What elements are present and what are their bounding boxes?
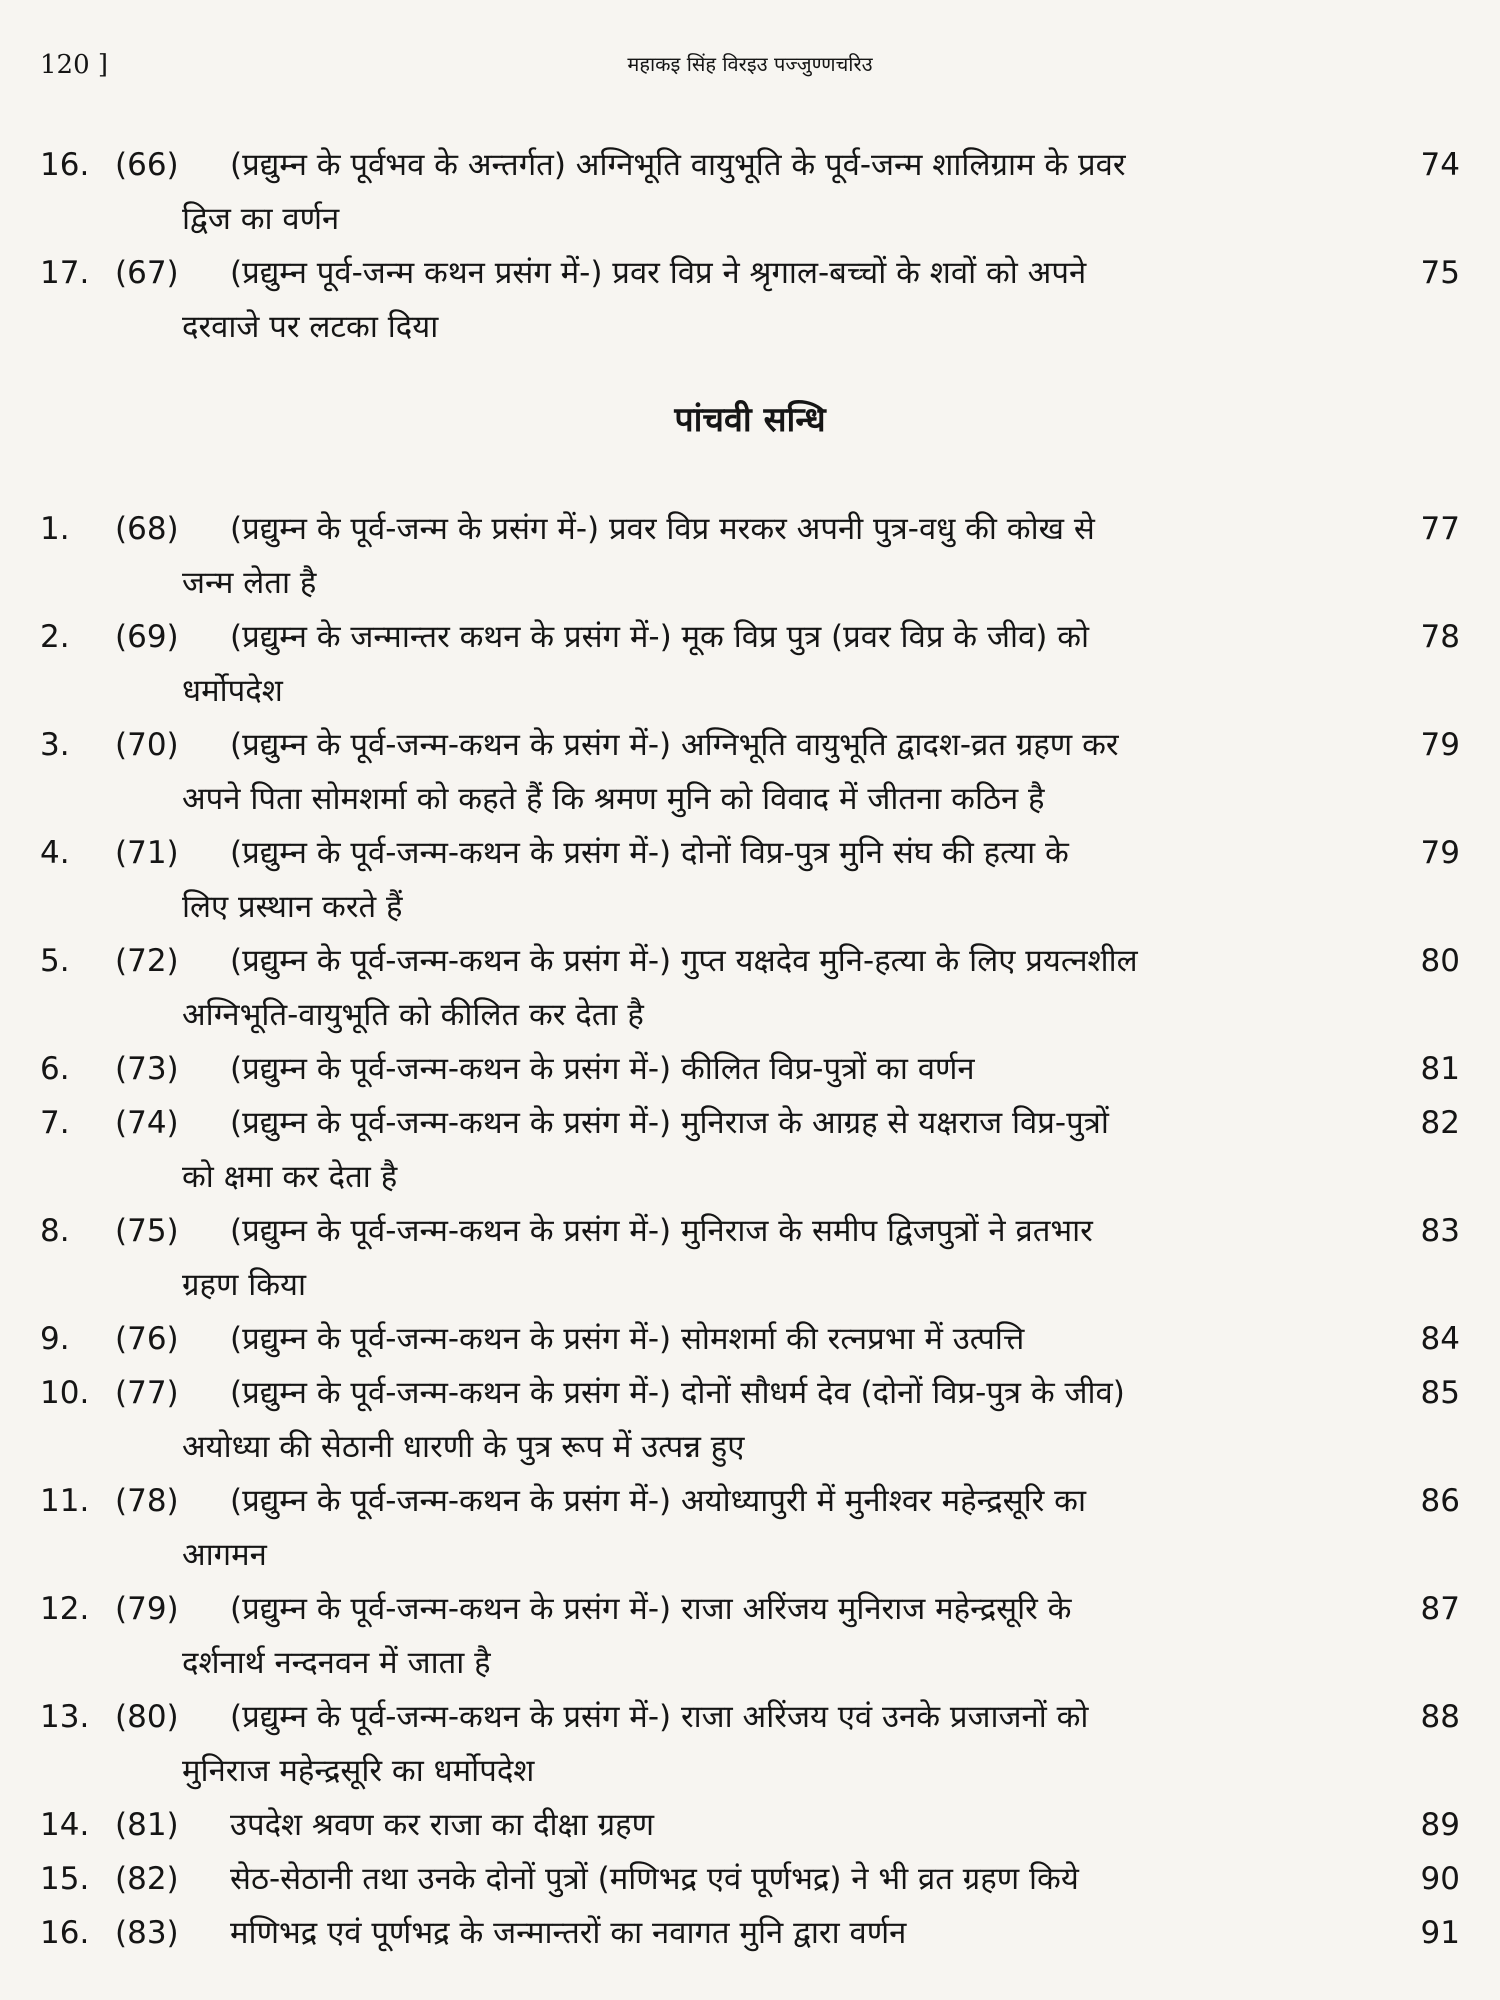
- toc-entry: [40, 502, 1460, 610]
- entry-reference: (81): [115, 1807, 179, 1843]
- entry-text: [182, 1582, 1342, 1690]
- entry-line: (प्रद्युम्न के पूर्व-जन्म-कथन के प्रसंग में-) अयोध्यापुरी में मुनीश्वर महेन्द्रसूरि का: [230, 1483, 1086, 1519]
- entry-text: [182, 1906, 1342, 1960]
- entry-reference: (79): [115, 1591, 179, 1627]
- entry-number: 5.: [40, 943, 70, 979]
- entry-line: (प्रद्युम्न के पूर्व-जन्म-कथन के प्रसंग में-) दोनों विप्र-पुत्र मुनि संघ की हत्या के: [230, 835, 1069, 871]
- entry-text: [182, 610, 1342, 718]
- entry-line: मुनिराज महेन्द्रसूरि का धर्मोपदेश: [182, 1753, 535, 1789]
- entry-line: अग्निभूति-वायुभूति को कीलित कर देता है: [182, 997, 644, 1033]
- toc-entry: [40, 1798, 1460, 1852]
- entry-text: [182, 1852, 1342, 1906]
- entry-line: (प्रद्युम्न पूर्व-जन्म कथन प्रसंग में-) प्रवर विप्र ने श्रृगाल-बच्चों के शवों को अपने: [230, 255, 1087, 291]
- entry-text: [182, 1798, 1342, 1852]
- toc-entry: [40, 138, 1460, 246]
- entry-page-number: 82: [1420, 1105, 1460, 1141]
- entry-page-number: 89: [1420, 1807, 1460, 1843]
- entry-text: [182, 1474, 1342, 1582]
- entry-line: (प्रद्युम्न के पूर्व-जन्म-कथन के प्रसंग में-) राजा अरिंजय एवं उनके प्रजाजनों को: [230, 1699, 1089, 1735]
- entry-text: [182, 1204, 1342, 1312]
- entry-line: धर्मोपदेश: [182, 673, 283, 709]
- toc-entries-section-five: [40, 502, 1460, 1960]
- entry-text: [182, 1312, 1342, 1366]
- entry-line: (प्रद्युम्न के जन्मान्तर कथन के प्रसंग में-) मूक विप्र पुत्र (प्रवर विप्र के जीव) को: [230, 619, 1090, 655]
- toc-entries-previous-section: [40, 138, 1460, 354]
- entry-number: 3.: [40, 727, 70, 763]
- page-header: [40, 50, 1460, 90]
- entry-line: अपने पिता सोमशर्मा को कहते हैं कि श्रमण मुनि को विवाद में जीतना कठिन है: [182, 781, 1045, 817]
- entry-text: [182, 138, 1342, 246]
- entry-number: 1.: [40, 511, 70, 547]
- toc-entry: [40, 1690, 1460, 1798]
- entry-page-number: 91: [1420, 1915, 1460, 1951]
- entry-text: [182, 1690, 1342, 1798]
- entry-number: 17.: [40, 255, 90, 291]
- entry-line: (प्रद्युम्न के पूर्व-जन्म-कथन के प्रसंग में-) अग्निभूति वायुभूति द्वादश-व्रत ग्रहण कर: [230, 727, 1119, 763]
- entry-page-number: 86: [1420, 1483, 1460, 1519]
- entry-text: [182, 502, 1342, 610]
- entry-line: (प्रद्युम्न के पूर्व-जन्म-कथन के प्रसंग में-) सोमशर्मा की रत्नप्रभा में उत्पत्ति: [230, 1321, 1025, 1357]
- toc-entry: [40, 1096, 1460, 1204]
- entry-reference: (76): [115, 1321, 179, 1357]
- entry-page-number: 80: [1420, 943, 1460, 979]
- entry-reference: (70): [115, 727, 179, 763]
- entry-text: [182, 1042, 1342, 1096]
- entry-line: दरवाजे पर लटका दिया: [182, 309, 439, 345]
- entry-text: [182, 826, 1342, 934]
- toc-entry: [40, 1204, 1460, 1312]
- entry-reference: (74): [115, 1105, 179, 1141]
- entry-text: [182, 1366, 1342, 1474]
- entry-reference: (78): [115, 1483, 179, 1519]
- entry-number: 7.: [40, 1105, 70, 1141]
- entry-line: द्विज का वर्णन: [182, 201, 340, 237]
- entry-text: [182, 718, 1342, 826]
- entry-reference: (75): [115, 1213, 179, 1249]
- entry-page-number: 79: [1420, 727, 1460, 763]
- entry-page-number: 90: [1420, 1861, 1460, 1897]
- entry-line: आगमन: [182, 1537, 267, 1573]
- toc-entry: [40, 718, 1460, 826]
- entry-number: 4.: [40, 835, 70, 871]
- entry-reference: (69): [115, 619, 179, 655]
- toc-entry: [40, 246, 1460, 354]
- toc-entry: [40, 1042, 1460, 1096]
- entry-reference: (83): [115, 1915, 179, 1951]
- entry-reference: (80): [115, 1699, 179, 1735]
- entry-line: जन्म लेता है: [182, 565, 317, 601]
- entry-page-number: 74: [1420, 147, 1460, 183]
- entry-line: (प्रद्युम्न के पूर्व-जन्म-कथन के प्रसंग में-) मुनिराज के आग्रह से यक्षराज विप्र-पुत्रों: [230, 1105, 1109, 1141]
- entry-line: अयोध्या की सेठानी धारणी के पुत्र रूप में उत्पन्न हुए: [182, 1429, 745, 1465]
- entry-reference: (77): [115, 1375, 179, 1411]
- entry-number: 15.: [40, 1861, 90, 1897]
- entry-line: (प्रद्युम्न के पूर्व-जन्म के प्रसंग में-) प्रवर विप्र मरकर अपनी पुत्र-वधु की कोख से: [230, 511, 1095, 547]
- entry-line: (प्रद्युम्न के पूर्व-जन्म-कथन के प्रसंग में-) गुप्त यक्षदेव मुनि-हत्या के लिए प्रयत्नशील: [230, 943, 1138, 979]
- entry-page-number: 78: [1420, 619, 1460, 655]
- toc-entry: [40, 610, 1460, 718]
- entry-reference: (67): [115, 255, 179, 291]
- entry-page-number: 75: [1420, 255, 1460, 291]
- entry-page-number: 79: [1420, 835, 1460, 871]
- entry-line: (प्रद्युम्न के पूर्व-जन्म-कथन के प्रसंग में-) दोनों सौधर्म देव (दोनों विप्र-पुत्र के जीव): [230, 1375, 1125, 1411]
- entry-reference: (66): [115, 147, 179, 183]
- section-heading: पांचवी सन्धि: [674, 400, 826, 440]
- toc-entry: [40, 1582, 1460, 1690]
- entry-reference: (73): [115, 1051, 179, 1087]
- entry-number: 13.: [40, 1699, 90, 1735]
- toc-entry: [40, 1366, 1460, 1474]
- entry-number: 2.: [40, 619, 70, 655]
- entry-line: मणिभद्र एवं पूर्णभद्र के जन्मान्तरों का नवागत मुनि द्वारा वर्णन: [230, 1915, 907, 1951]
- entry-page-number: 85: [1420, 1375, 1460, 1411]
- entry-page-number: 87: [1420, 1591, 1460, 1627]
- entry-line: उपदेश श्रवण कर राजा का दीक्षा ग्रहण: [230, 1807, 655, 1843]
- toc-entry: [40, 826, 1460, 934]
- entry-reference: (71): [115, 835, 179, 871]
- entry-number: 11.: [40, 1483, 90, 1519]
- entry-number: 16.: [40, 1915, 90, 1951]
- entry-line: (प्रद्युम्न के पूर्व-जन्म-कथन के प्रसंग में-) मुनिराज के समीप द्विजपुत्रों ने व्रतभार: [230, 1213, 1093, 1249]
- toc-entry: [40, 1474, 1460, 1582]
- entry-number: 8.: [40, 1213, 70, 1249]
- entry-number: 16.: [40, 147, 90, 183]
- entry-line: (प्रद्युम्न के पूर्व-जन्म-कथन के प्रसंग में-) कीलित विप्र-पुत्रों का वर्णन: [230, 1051, 975, 1087]
- entry-text: [182, 1096, 1342, 1204]
- entry-line: को क्षमा कर देता है: [182, 1159, 398, 1195]
- entry-line: सेठ-सेठानी तथा उनके दोनों पुत्रों (मणिभद्र एवं पूर्णभद्र) ने भी व्रत ग्रहण किये: [230, 1861, 1079, 1897]
- entry-page-number: 81: [1420, 1051, 1460, 1087]
- entry-number: 9.: [40, 1321, 70, 1357]
- entry-line: (प्रद्युम्न के पूर्वभव के अन्तर्गत) अग्निभूति वायुभूति के पूर्व-जन्म शालिग्राम के प्रवर: [230, 147, 1126, 183]
- entry-line: (प्रद्युम्न के पूर्व-जन्म-कथन के प्रसंग में-) राजा अरिंजय मुनिराज महेन्द्रसूरि के: [230, 1591, 1072, 1627]
- entry-page-number: 88: [1420, 1699, 1460, 1735]
- toc-entry: [40, 1312, 1460, 1366]
- running-title: महाकइ सिंह विरइउ पज्जुण्णचरिउ: [627, 52, 873, 76]
- entry-text: [182, 246, 1342, 354]
- entry-line: दर्शनार्थ नन्दनवन में जाता है: [182, 1645, 491, 1681]
- entry-number: 14.: [40, 1807, 90, 1843]
- entry-line: ग्रहण किया: [182, 1267, 307, 1303]
- entry-page-number: 84: [1420, 1321, 1460, 1357]
- entry-number: 10.: [40, 1375, 90, 1411]
- toc-entry: [40, 1906, 1460, 1960]
- entry-page-number: 83: [1420, 1213, 1460, 1249]
- entry-page-number: 77: [1420, 511, 1460, 547]
- entry-reference: (82): [115, 1861, 179, 1897]
- entry-number: 6.: [40, 1051, 70, 1087]
- entry-line: लिए प्रस्थान करते हैं: [182, 889, 403, 925]
- entry-reference: (68): [115, 511, 179, 547]
- toc-entry: [40, 934, 1460, 1042]
- entry-number: 12.: [40, 1591, 90, 1627]
- entry-reference: (72): [115, 943, 179, 979]
- toc-entry: [40, 1852, 1460, 1906]
- entry-text: [182, 934, 1342, 1042]
- page-number: 120 ]: [40, 50, 109, 80]
